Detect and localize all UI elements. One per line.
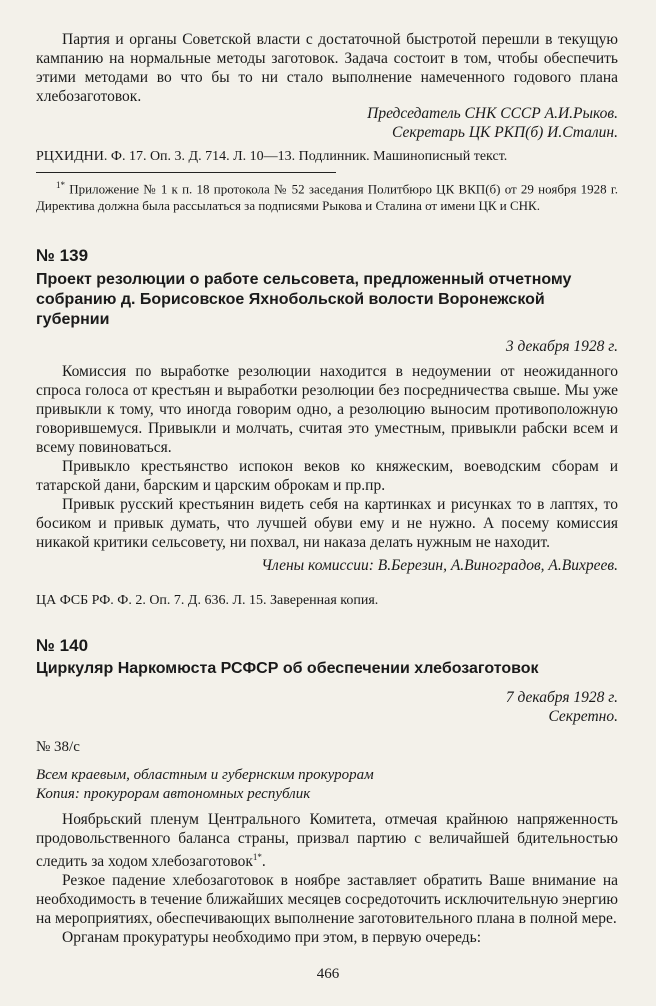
signature-rykov: Председатель СНК СССР А.И.Рыков.: [367, 105, 618, 122]
doc140-paragraph-1: [36, 810, 618, 871]
doc139-body: [36, 362, 618, 552]
doc139-signature-block: [36, 556, 618, 575]
doc140-addressee-1: Всем краевым, областным и губернским прокурорам: [36, 767, 374, 783]
doc140-date: 7 декабря 1928 г.: [505, 689, 618, 706]
top-paragraph-block: [36, 30, 618, 106]
doc139-title: Проект резолюции о работе сельсовета, предложенный отчетному собранию д. Борисовское Яхнобольской волости Воронежской губернии: [36, 271, 572, 328]
archive-source-1: РЦХИДНИ. Ф. 17. Оп. 3. Д. 714. Л. 10—13. Подлинник. Машинописный текст.: [36, 149, 508, 164]
footnote: [36, 177, 618, 214]
doc139-date: 3 декабря 1928 г.: [505, 338, 618, 355]
source-block-1: [36, 148, 618, 166]
doc140-paragraph-3: Органам прокуратуры необходимо при этом, в первую очередь:: [62, 929, 482, 947]
doc139-paragraph-1: Комиссия по выработке резолюции находится в недоумении от неожиданного спроса голоса от крестьян и выработки резолюции без посредничества свыше. Мы уже привыкли к тому, что иногда говорим одно, а резолюцию выносим противоположную говорившемуся. Привыкли и молчать, считая это уместным, привыкли рабски всем и всему повиноваться.: [36, 363, 618, 456]
doc139-number: № 139: [36, 246, 89, 265]
doc140-paragraph-1-end: .: [261, 853, 266, 871]
doc139-paragraph-3: Привык русский крестьянин видеть себя на картинках и рисунках то в лаптях, то босиком и привык думать, что лучшей обуви ему и не нужно. А посему комиссия никакой критики сельсовету, ни похвал, ни наказа делать нужным не находит.: [36, 496, 618, 551]
footnote-text: Приложение № 1 к п. 18 протокола № 52 заседания Политбюро ЦК ВКП(б) от 29 ноября 1928 г. Директива должна была рассылаться за подписями Рыкова и Сталина от имени ЦК и СНК.: [36, 181, 618, 214]
footnote-divider: [36, 172, 336, 173]
doc139-source: ЦА ФСБ РФ. Ф. 2. Оп. 7. Д. 636. Л. 15. Заверенная копия.: [36, 593, 379, 608]
doc139-signature: Члены комиссии: В.Березин, А.Виноградов, А.Вихреев.: [261, 557, 618, 574]
doc139-source-block: [36, 592, 618, 610]
doc140-body: [36, 810, 618, 947]
doc140-number-block: [36, 636, 618, 656]
footnote-block: [36, 177, 618, 214]
doc140-title: Циркуляр Наркомюста РСФСР об обеспечении хлебозаготовок: [36, 660, 539, 677]
doc139-number-block: [36, 246, 618, 266]
top-paragraph: Партия и органы Советской власти с достаточной быстротой перешли в текущую кампанию на нормальные методы заготовок. Задача состоит в том, чтобы обеспечить этими методами во что бы то ни стало выполнение намеченного годового плана хлебозаготовок.: [36, 31, 618, 105]
doc139-date-block: [36, 337, 618, 356]
doc140-title-block: [36, 659, 618, 679]
signature-stalin: Секретарь ЦК РКП(б) И.Сталин.: [392, 124, 618, 141]
signatures: [36, 104, 618, 142]
doc140-ref-block: [36, 738, 618, 756]
doc140-footnote-mark: 1*: [252, 852, 262, 862]
doc140-ref: № 38/с: [36, 739, 80, 755]
doc140-addressee-2: Копия: прокурорам автономных республик: [36, 786, 311, 802]
doc139-paragraph-2: Привыкло крестьянство испокон веков ко княжеским, воеводским сборам и татарской дани, барским и царским оброкам и пр.пр.: [36, 458, 618, 494]
doc140-paragraph-2: Резкое падение хлебозаготовок в ноябре заставляет обратить Ваше внимание на необходимость в течение ближайших месяцев сосредоточить исключительную энергию на мероприятиях, обеспечивающих выполнение заготовительного плана в полной мере.: [36, 872, 618, 928]
doc140-addressees: [36, 766, 618, 804]
doc140-paragraph-1-text: Ноябрьский пленум Центрального Комитета, отмечая крайнюю напряженность продовольственного баланса страны, призвал партию с величайшей бдительностью следить за ходом хлебозаготовок: [36, 811, 618, 871]
doc139-title-block: [36, 270, 618, 330]
doc140-number: № 140: [36, 636, 89, 655]
doc140-secret: Секретно.: [548, 708, 618, 725]
page-number: 466: [316, 966, 340, 982]
footnote-mark: 1*: [56, 180, 65, 190]
doc140-date-block: [36, 688, 618, 726]
